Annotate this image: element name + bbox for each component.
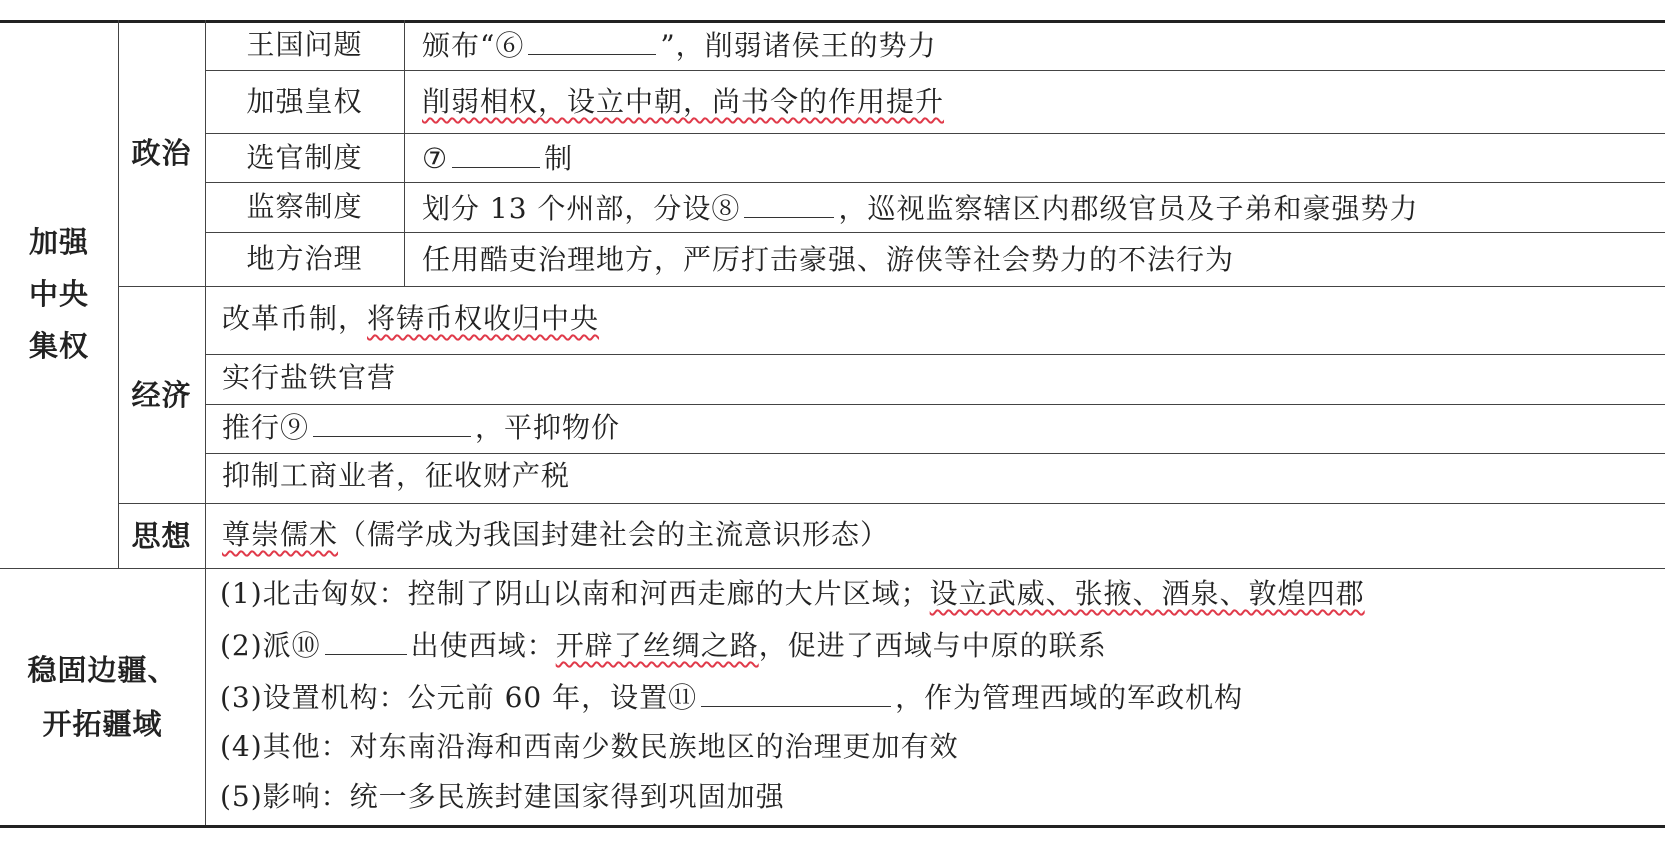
economy-content: 实行盐铁官营 (222, 361, 397, 394)
row-divider (205, 133, 1665, 134)
frontier-label-line: 稳固边疆、 (27, 652, 178, 687)
politics-content: 颁布“⑥ ”，削弱诸侯王的势力 (422, 29, 937, 62)
politics-topic: 监察制度 (246, 190, 363, 223)
main-category-line: 集权 (28, 329, 89, 363)
main-category-line: 加强 (28, 225, 89, 259)
politics-content: 任用酷吏治理地方，严厉打击豪强、游侠等社会势力的不法行为 (422, 243, 1235, 276)
ideology-label: 思想 (131, 518, 192, 553)
politics-content: 削弱相权，设立中朝，尚书令的作用提升 (422, 85, 945, 118)
economy-content: 推行⑨ ，平抑物价 (222, 411, 621, 444)
section-divider (0, 568, 1665, 569)
frontier-item: (1)北击匈奴：控制了阴山以南和河西走廊的大片区域；设立武威、张掖、酒泉、敦煌四郡 (220, 577, 1365, 610)
row-divider (205, 453, 1665, 454)
table-bottom-rule (0, 825, 1665, 828)
row-divider (205, 354, 1665, 355)
fill-blank-11 (701, 680, 891, 707)
politics-topic: 加强皇权 (246, 84, 363, 118)
politics-content: ⑦ 制 (422, 142, 574, 175)
politics-label: 政治 (131, 136, 192, 170)
politics-topic: 王国问题 (246, 28, 363, 61)
fill-blank-10 (325, 628, 407, 655)
economy-label: 经济 (131, 377, 192, 412)
fill-blank-7 (452, 141, 540, 168)
ideology-content: 尊崇儒术（儒学成为我国封建社会的主流意识形态） (222, 518, 890, 551)
fill-blank-8 (744, 191, 834, 218)
section-divider (118, 503, 1665, 504)
main-category-line: 中央 (28, 277, 89, 311)
economy-content: 改革币制，将铸币权收归中央 (222, 302, 600, 335)
frontier-label-line: 开拓疆域 (42, 706, 163, 741)
frontier-item: (3)设置机构：公元前 60 年，设置⑪ ，作为管理西域的军政机构 (220, 681, 1244, 714)
fill-blank-9 (313, 410, 471, 437)
row-divider (205, 182, 1665, 183)
frontier-item: (5)影响：统一多民族封建国家得到巩固加强 (220, 780, 785, 813)
frontier-item: (4)其他：对东南沿海和西南少数民族地区的治理更加有效 (220, 730, 959, 763)
section-divider (118, 286, 1665, 287)
economy-content: 抑制工商业者，征收财产税 (222, 459, 571, 492)
row-divider (205, 404, 1665, 405)
politics-topic: 选官制度 (246, 140, 363, 174)
politics-content: 划分 13 个州部，分设⑧ ，巡视监察辖区内郡级官员及子弟和豪强势力 (422, 192, 1419, 225)
frontier-item: (2)派⑩ 出使西域：开辟了丝绸之路，促进了西域与中原的联系 (220, 629, 1107, 662)
row-divider (205, 70, 1665, 71)
main-category-label (0, 20, 118, 568)
fill-blank-6 (528, 28, 656, 55)
row-divider (205, 232, 1665, 233)
column-divider (404, 20, 405, 286)
frontier-label (0, 568, 205, 825)
politics-topic: 地方治理 (246, 242, 363, 275)
